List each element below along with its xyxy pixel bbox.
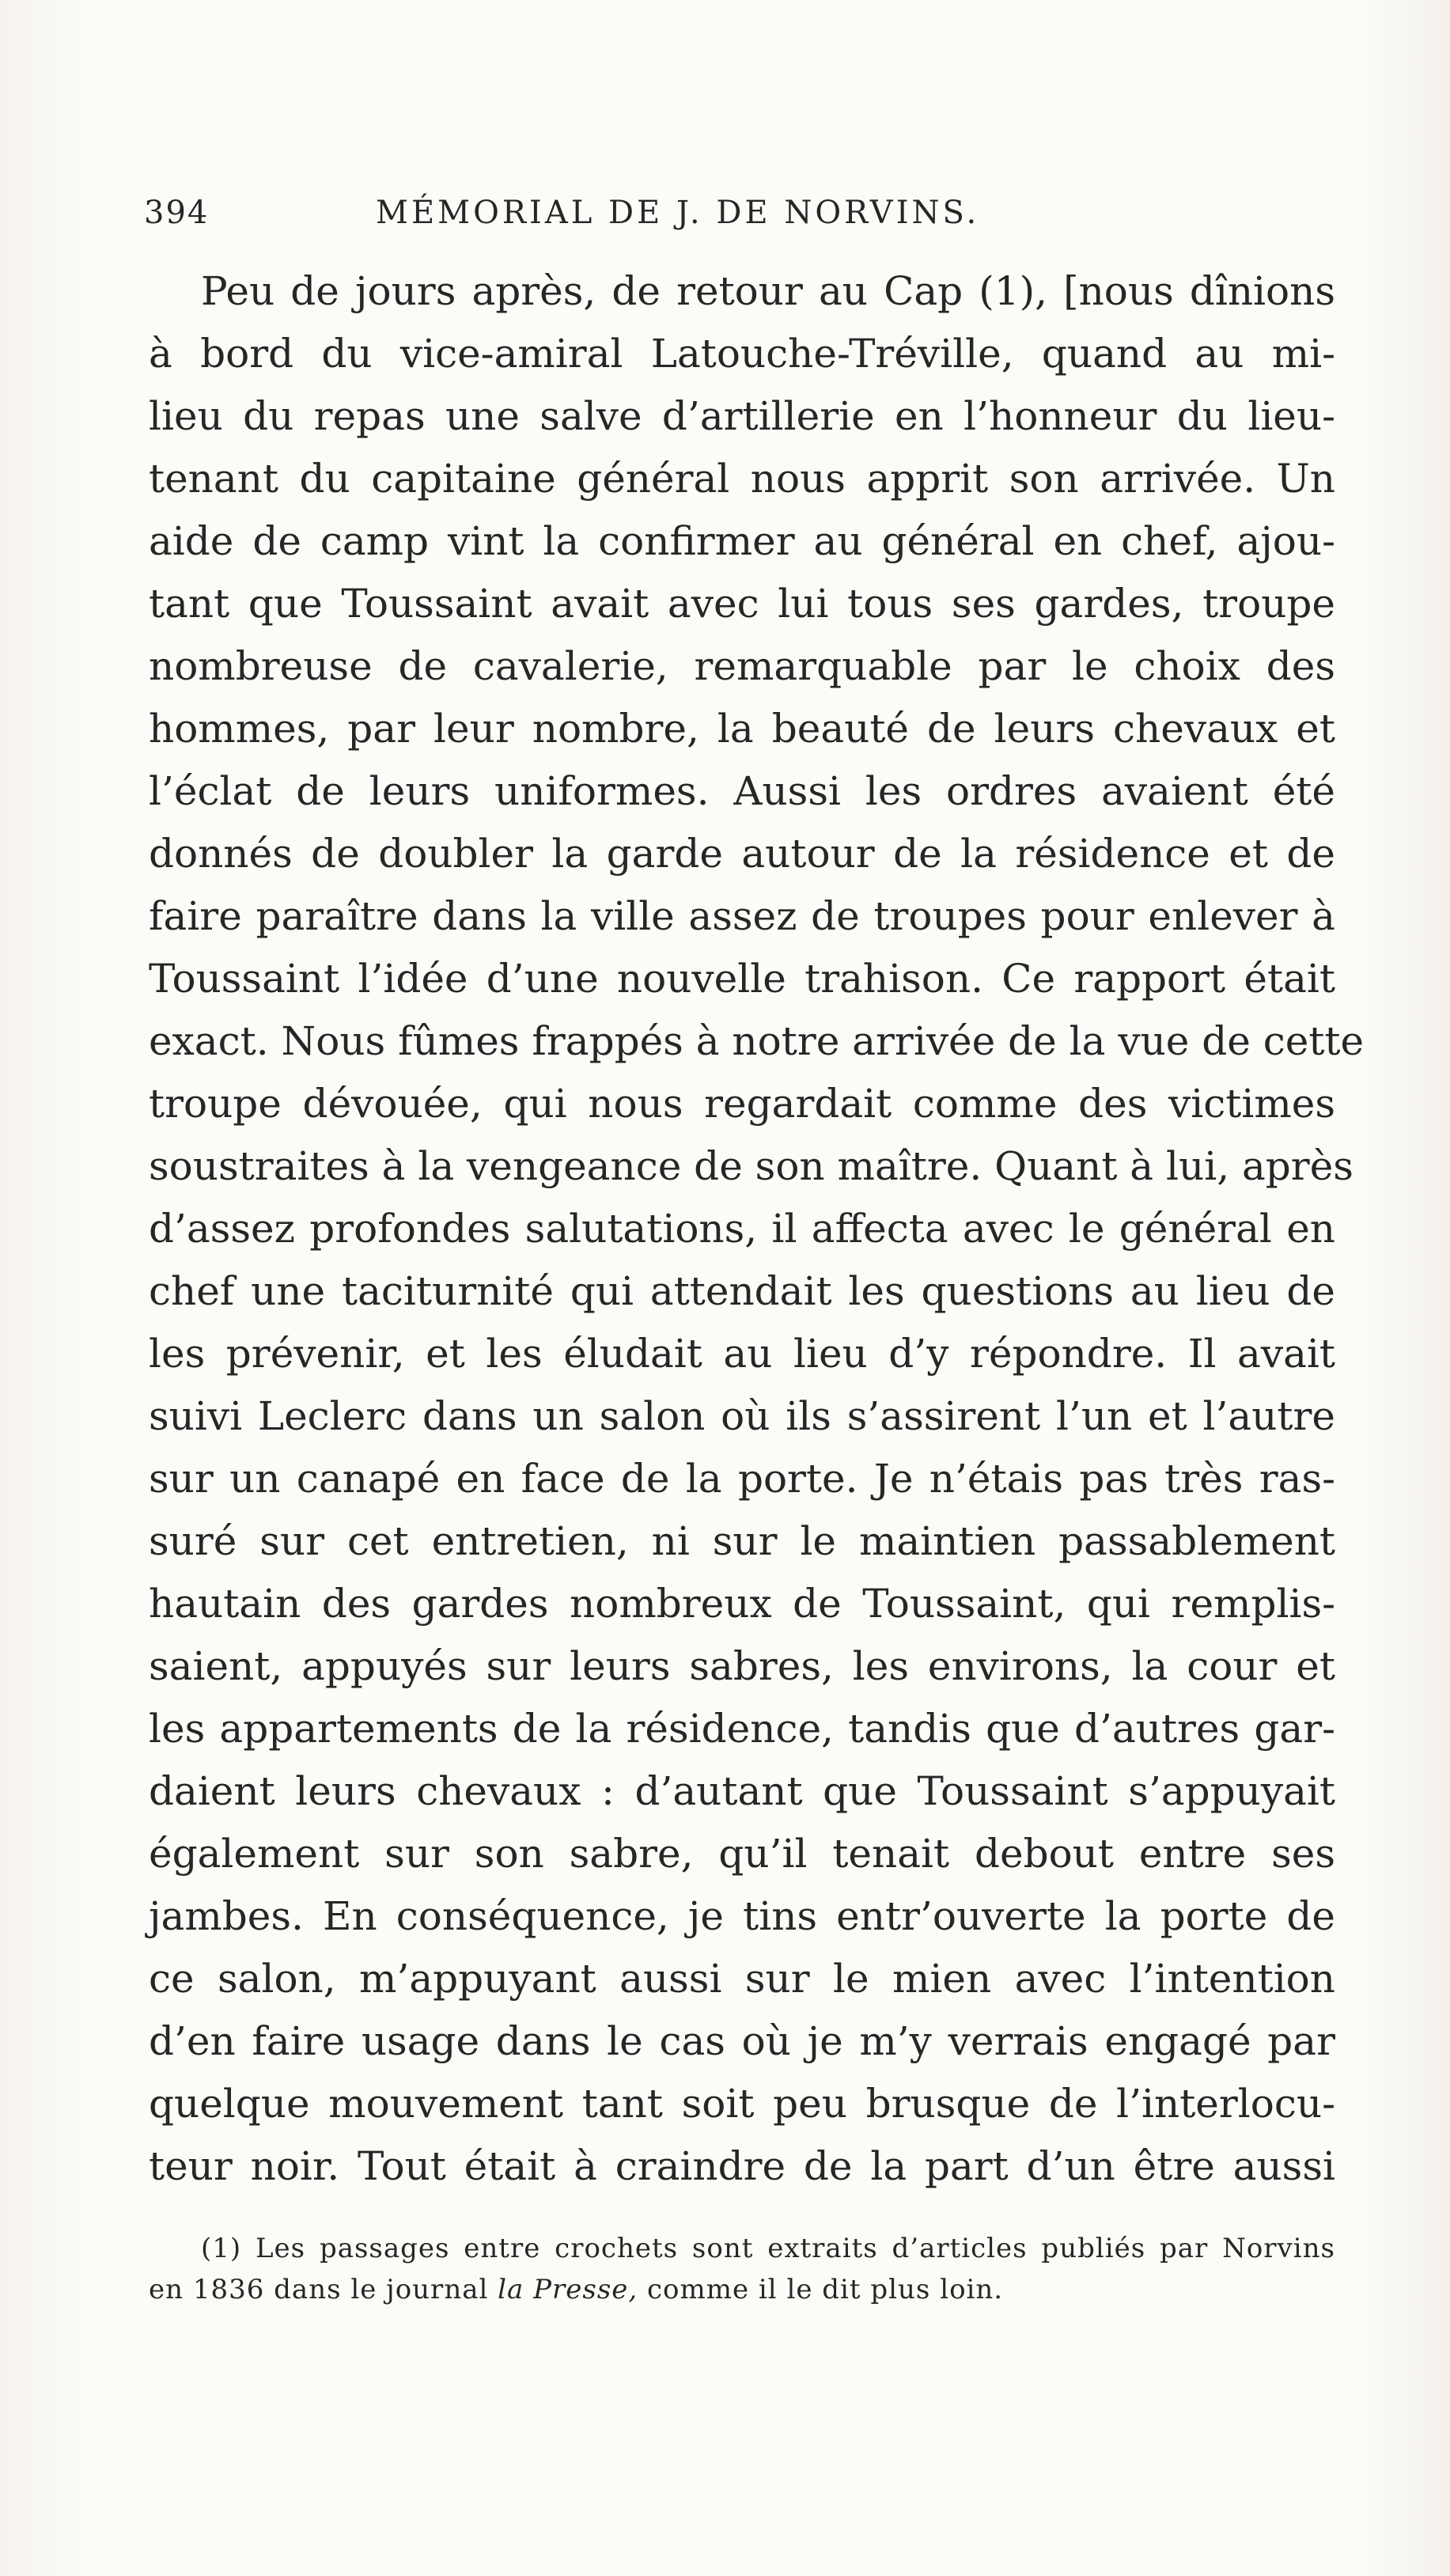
text-line: soustraites à la vengeance de son maître. Quant à lui, après [149, 1143, 1353, 1189]
text-line: exact. Nous fûmes frappés à notre arrivée de la vue de cette [149, 1018, 1365, 1064]
text-line: suré sur cet entretien, ni sur le maintien passablement [149, 1518, 1335, 1564]
text-line: saient, appuyés sur leurs sabres, les environs, la cour et [149, 1643, 1335, 1689]
text-line: les appartements de la résidence, tandis que d’autres gar- [149, 1706, 1335, 1752]
text-line: troupe dévouée, qui nous regardait comme des victimes [149, 1081, 1335, 1127]
text-line: nombreuse de cavalerie, remarquable par le choix des [149, 643, 1335, 689]
footnote-text: comme il le dit plus loin. [638, 2274, 1004, 2305]
text-line: faire paraître dans la ville assez de troupes pour enlever à [149, 893, 1335, 939]
footnote-line [149, 2271, 1004, 2309]
text-line: également sur son sabre, qu’il tenait debout entre ses [149, 1831, 1335, 1877]
text-line: hommes, par leur nombre, la beauté de leurs chevaux et [149, 706, 1335, 752]
text-line: ce salon, m’appuyant aussi sur le mien avec l’intention [149, 1956, 1335, 2002]
text-line: les prévenir, et les éludait au lieu d’y répondre. Il avait [149, 1331, 1335, 1377]
page-header [144, 195, 1331, 242]
text-line: sur un canapé en face de la porte. Je n’étais pas très ras- [149, 1456, 1335, 1502]
text-line: l’éclat de leurs uniformes. Aussi les ordres avaient été [149, 768, 1335, 814]
footnote-line: (1) Les passages entre crochets sont extraits d’articles publiés par Norvins [201, 2233, 1335, 2264]
text-line: tant que Toussaint avait avec lui tous ses gardes, troupe [149, 581, 1335, 627]
text-line: d’assez profondes salutations, il affecta avec le général en [149, 1206, 1335, 1252]
text-line: aide de camp vint la confirmer au général en chef, ajou- [149, 518, 1335, 564]
text-line: Peu de jours après, de retour au Cap (1), [nous dînions [201, 268, 1335, 314]
footnote-text: en 1836 dans le journal [149, 2274, 498, 2305]
text-line: donnés de doubler la garde autour de la résidence et de [149, 831, 1335, 877]
footnote-journal-title: la Presse, [498, 2274, 638, 2305]
text-line: daient leurs chevaux : d’autant que Toussaint s’appuyait [149, 1768, 1335, 1814]
text-line: jambes. En conséquence, je tins entr’ouverte la porte de [149, 1893, 1335, 1939]
running-title: MÉMORIAL DE J. DE NORVINS. [376, 195, 980, 231]
text-line: suivi Leclerc dans un salon où ils s’assirent l’un et l’autre [149, 1393, 1335, 1439]
text-line: hautain des gardes nombreux de Toussaint, qui remplis- [149, 1581, 1335, 1627]
text-line: d’en faire usage dans le cas où je m’y verrais engagé par [149, 2018, 1335, 2064]
text-line: quelque mouvement tant soit peu brusque de l’interlocu- [149, 2081, 1335, 2127]
text-line: tenant du capitaine général nous apprit son arrivée. Un [149, 456, 1335, 502]
text-line: à bord du vice-amiral Latouche-Tréville, quand au mi- [149, 331, 1335, 377]
text-line: lieu du repas une salve d’artillerie en l’honneur du lieu- [149, 393, 1335, 439]
text-line: Toussaint l’idée d’une nouvelle trahison. Ce rapport était [149, 956, 1335, 1002]
page-number: 394 [144, 195, 210, 231]
text-line: teur noir. Tout était à craindre de la part d’un être aussi [149, 2143, 1335, 2189]
text-line: chef une taciturnité qui attendait les questions au lieu de [149, 1268, 1335, 1314]
